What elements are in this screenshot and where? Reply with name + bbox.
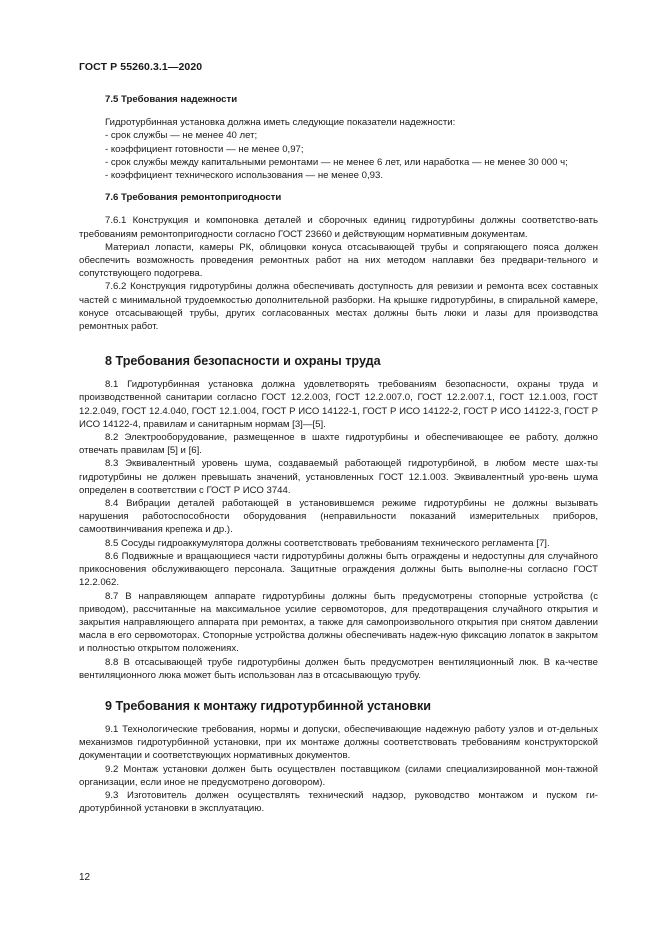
- list-item: - коэффициент технического использования — не менее 0,93.: [105, 170, 384, 182]
- paragraph: 7.6.1 Конструкция и компоновка деталей и сборочных единиц гидротурбины должны соответство-вать требованиям ремонтопригодности согласно ГОСТ 23660 и действующим нормативным документам.: [79, 215, 598, 240]
- section-7-6-title: 7.6 Требования ремонтопригодности: [105, 192, 282, 204]
- section-9-title: 9 Требования к монтажу гидротурбинной установки: [105, 698, 432, 713]
- paragraph: 8.2 Электрооборудование, размещенное в шахте гидротурбины и обеспечивающее ее работу, должно отвечать правилам [5] и [6].: [79, 432, 598, 457]
- paragraph: 9.1 Технологические требования, нормы и допуски, обеспечивающие надежную работу узлов и от-дельных механизмов гидротурбинной установки, при их монтаже должны соответствовать требованиям конструкторской документации и соответствующих нормативных документов.: [79, 723, 598, 762]
- list-item: - срок службы — не менее 40 лет;: [105, 130, 258, 142]
- paragraph: 7.6.2 Конструкция гидротурбины должна обеспечивать доступность для ревизии и ремонта всех составных частей с минимальной трудоемкостью дополнительной разборки. На крышке гидротурбины, в спиральной камере, конусе отсасывающей трубы, других согласованных местах должны быть люки и лазы для производства ремонтных работ.: [79, 281, 598, 333]
- list-item: - коэффициент готовности — не менее 0,97;: [105, 143, 304, 155]
- paragraph: 8.3 Эквивалентный уровень шума, создаваемый работающей гидротурбиной, в любом месте шах-ты гидротурбины не должен превышать значений, установленных ГОСТ 12.1.003. Эквивалентный уро-вень шума определен в соответствии с ГОСТ Р ИСО 3744.: [79, 458, 598, 496]
- section-7-5-title: 7.5 Требования надежности: [105, 94, 238, 105]
- paragraph: 9.2 Монтаж установки должен быть осуществлен поставщиком (силами специализированной мон-тажной организации, если иное не предусмотрено договором).: [79, 763, 598, 788]
- list-item: - срок службы между капитальными ремонтами — не менее 6 лет, или наработка — не менее 30 000 ч;: [105, 156, 568, 168]
- paragraph: 8.7 В направляющем аппарате гидротурбины должны быть предусмотрены стопорные устройства (с приводом), рассчитанные на максимальное усилие сервомоторов, для предотвращения случайного открытия и закрытия направляющего аппарата при ремонтах, а также для самопроизвольного открытия при снятом давлении масла в его сервомоторах. Стопорные устройства должны обеспечивать надеж-ную фиксацию лопаток в закрытом и полностью открытом положениях.: [79, 590, 598, 655]
- paragraph: 8.4 Вибрации деталей работающей в установившемся режиме гидротурбины не должны вызывать нарушения работоспособности оборудования (неправильности показаний измерительных приборов, самоотвинчивания крепежа и др.).: [79, 498, 598, 536]
- paragraph: 8.8 В отсасывающей трубе гидротурбины должен быть предусмотрен вентиляционный люк. В ка-честве вентиляционного люка может быть использован лаз в отсасывающую трубу.: [79, 656, 598, 681]
- paragraph: 9.3 Изготовитель должен осуществлять технический надзор, руководство монтажом и пуском ги-дротурбинной установки в эксплуатацию.: [79, 789, 598, 815]
- paragraph: Гидротурбинная установка должна иметь следующие показатели надежности:: [105, 117, 456, 129]
- paragraph: Материал лопасти, камеры РК, облицовки конуса отсасывающей трубы и сопрягающего пояса должен обеспечить возможность проведения ремонтных работ на них методом наплавки без предвари-тельного и сопутствующего подогрева.: [79, 241, 598, 280]
- paragraph: 8.1 Гидротурбинная установка должна удовлетворять требованиям безопасности, охраны труда и производственной санитарии согласно ГОСТ 12.2.003, ГОСТ 12.2.007.0, ГОСТ 12.2.007.1, ГОСТ 12.1.003, ГОСТ 12.2.049, ГОСТ 12.4.040, ГОСТ 12.1.004, ГОСТ Р ИСО 14122-1, ГОСТ Р ИСО 14122-2, ГОСТ Р ИСО 14122-3, ГОСТ Р ИСО 14122-4, правилам и санитарным нормам [3]—[5].: [79, 379, 598, 430]
- paragraph: 8.5 Сосуды гидроаккумулятора должны соответствовать требованиям технического регламента [7].: [105, 537, 550, 549]
- standard-header: ГОСТ Р 55260.3.1—2020: [79, 61, 203, 73]
- document-body: [79, 93, 598, 815]
- paragraph: 8.6 Подвижные и вращающиеся части гидротурбины должны быть ограждены и недоступны для случайного прикосновения обслуживающего персонала. Защитные ограждения должны быть выполне-ны согласно ГОСТ 12.2.062.: [79, 550, 598, 589]
- section-8-title: 8 Требования безопасности и охраны труда: [105, 354, 381, 369]
- page-number: 12: [79, 872, 91, 883]
